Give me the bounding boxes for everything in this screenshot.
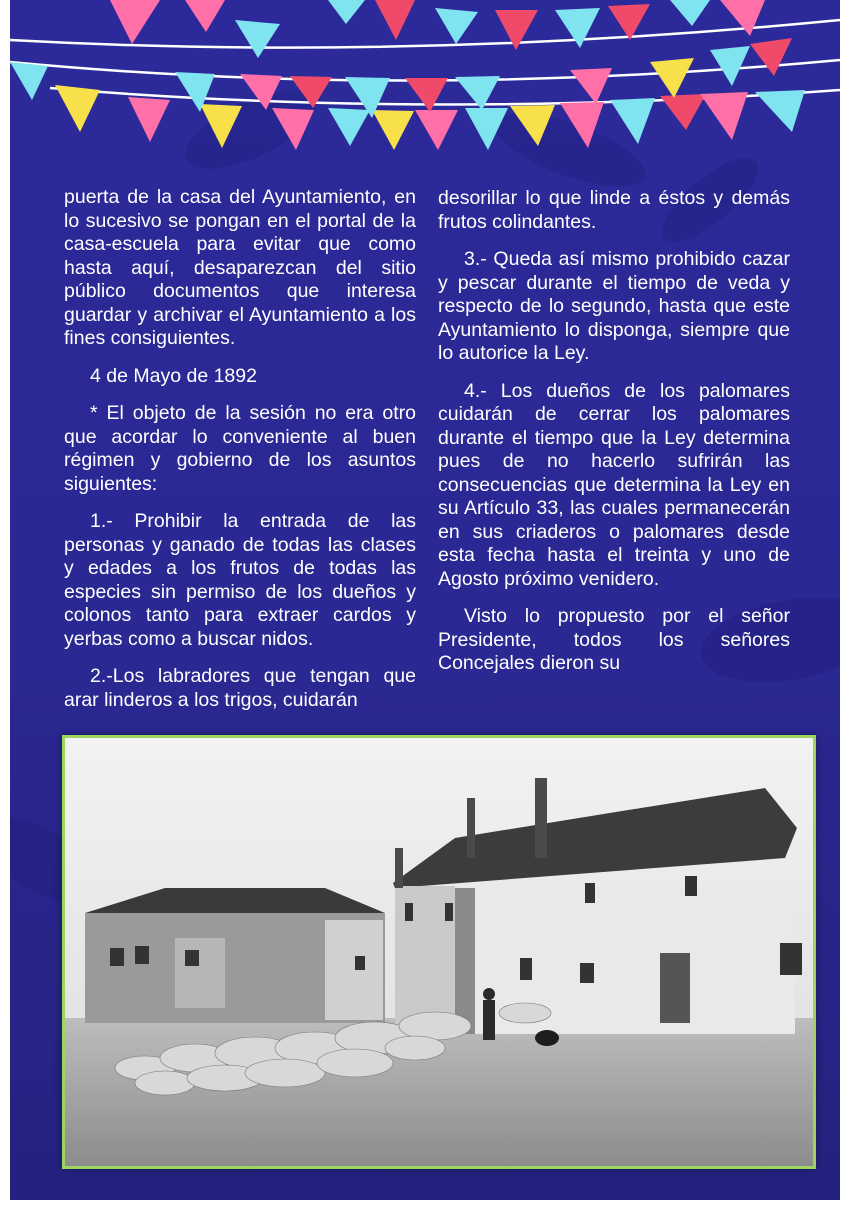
paragraph-item-2: 2.-Los labradores que tengan que arar linderos a los trigos, cuidarán <box>64 665 416 711</box>
paragraph-visto: Visto lo propuesto por el señor Presidente, todos los señores Concejales dieron su <box>438 605 790 674</box>
session-date: 4 de Mayo de 1892 <box>90 364 257 387</box>
paragraph-desorillar: desorillar lo que linde a éstos y demás frutos colindantes. <box>438 187 790 233</box>
paragraph-item-1: 1.- Prohibir la entrada de las personas y ganado de todas las clases y edades a los frutos de todas las especies sin permiso de los dueños y colonos tanto para extraer cardos y yerbas como a buscar nidos. <box>64 510 416 650</box>
village-street-photo <box>65 738 813 1166</box>
paragraph-item-4: 4.- Los dueños de los palomares cuidarán de cerrar los palomares durante el tiempo que la Ley determina pues de no hacerlo sufrirán las consecuencias que determina la Ley en su Artículo 33, las cuales permanecerán en sus criaderos o palomares desde esta fecha hasta el treinta y uno de Agosto próximo venidero. <box>438 379 790 590</box>
paragraph-puerta: puerta de la casa del Ayuntamiento, en lo sucesivo se pongan en el portal de la casa-escuela para evitar que como hasta aquí, desaparezcan del sitio público documentos que interesa guardar y archivar el Ayuntamiento a los fines consiguientes. <box>64 186 416 349</box>
paragraph-objeto: * El objeto de la sesión no era otro que acordar lo conveniente al buen régimen y gobierno de los asuntos siguientes: <box>64 402 416 495</box>
historical-photo <box>62 735 816 1169</box>
right-column <box>438 187 790 690</box>
paragraph-item-3: 3.- Queda así mismo prohibido cazar y pescar durante el tiempo de veda y respecto de lo segundo, hasta que este Ayuntamiento lo disponga, siempre que lo autorice la Ley. <box>438 248 790 364</box>
page <box>10 0 840 1200</box>
left-column <box>64 186 416 726</box>
bunting-garland <box>10 0 840 180</box>
